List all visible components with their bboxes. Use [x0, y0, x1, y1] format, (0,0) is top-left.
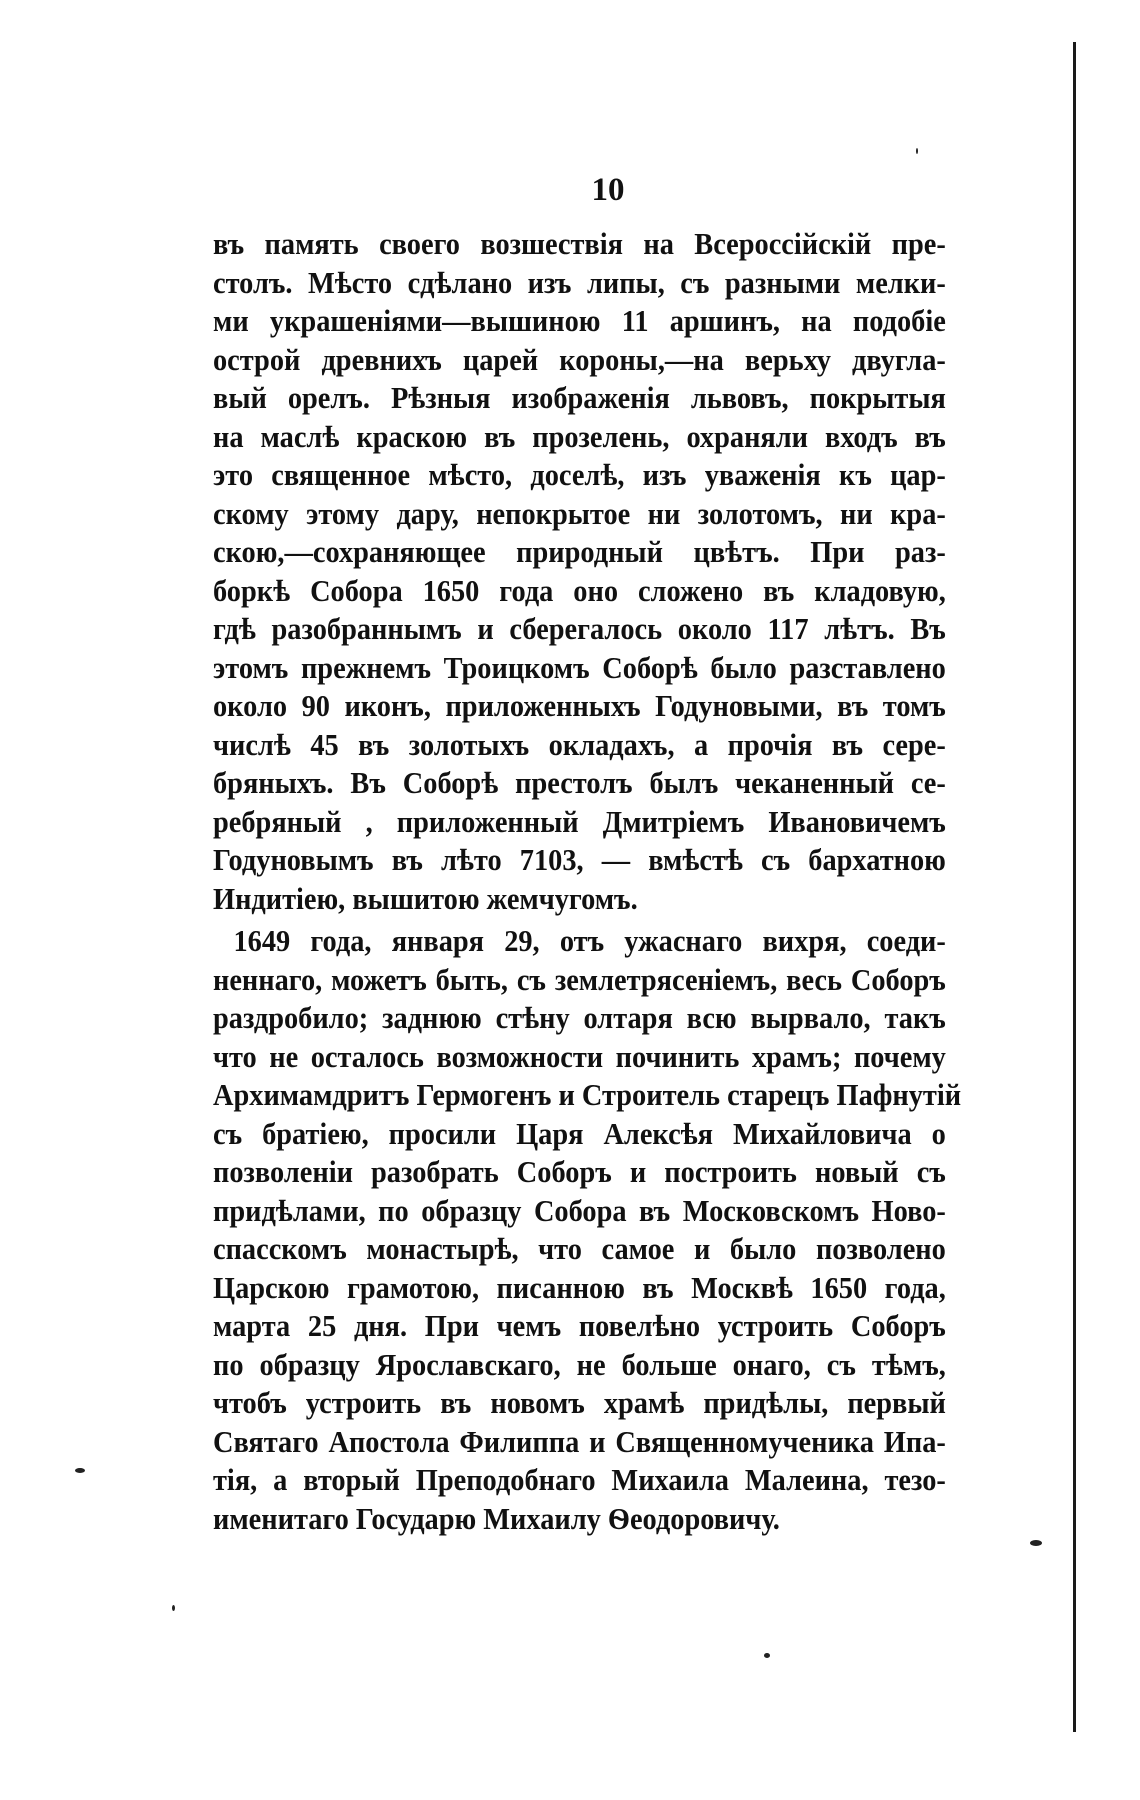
- text-line: придѣлами, по образцу Собора въ Московскомъ Ново-: [213, 1193, 946, 1228]
- paragraph-2: [213, 922, 962, 1538]
- text-line: въ память своего возшествія на Всероссійскій пре-: [213, 227, 946, 261]
- text-line: скою,—сохраняющее природный цвѣтъ. При раз-: [213, 535, 946, 569]
- text-line: что не осталось возможности починить храмъ; почему: [213, 1039, 946, 1074]
- text-line: тія, а вторый Преподобнаго Михаила Малеина, тезо-: [213, 1463, 946, 1497]
- ink-speck: [172, 1605, 175, 1611]
- text-line: бряныхъ. Въ Соборѣ престолъ былъ чеканенный се-: [213, 766, 946, 800]
- text-line: вый орелъ. Рѣзныя изображенія львовъ, покрытыя: [213, 381, 946, 415]
- body-text: [213, 225, 962, 1538]
- text-line: неннаго, можетъ быть, съ землетрясеніемъ, весь Соборъ: [213, 962, 946, 997]
- text-line: столъ. Мѣсто сдѣлано изъ липы, съ разными мелки-: [213, 265, 946, 300]
- text-line: раздробило; заднюю стѣну олтаря всю вырвало, такъ: [213, 1001, 946, 1035]
- text-line: позволеніи разобрать Соборъ и построить новый съ: [213, 1155, 946, 1189]
- text-line: 1649 года, января 29, отъ ужаснаго вихря, соеди-: [233, 924, 946, 958]
- text-line: ми украшеніями—вышиною 11 аршинъ, на подобіе: [213, 304, 946, 338]
- text-line: марта 25 дня. При чемъ повелѣно устроить Соборъ: [213, 1309, 946, 1343]
- text-line: Архимамдритъ Гермогенъ и Строитель старецъ Пафнутій: [213, 1078, 962, 1112]
- text-line: Царскою грамотою, писанною въ Москвѣ 1650 года,: [213, 1270, 946, 1305]
- text-line: острой древнихъ царей короны,—на верьху двугла-: [213, 342, 946, 377]
- ink-speck: [1030, 1540, 1042, 1546]
- text-line: боркѣ Собора 1650 года оно сложено въ кладовую,: [213, 573, 946, 608]
- page-number: 10: [591, 172, 625, 208]
- text-line: по образцу Ярославскаго, не больше онаго, съ тѣмъ,: [213, 1347, 946, 1382]
- text-line: гдѣ разобраннымъ и сберегалось около 117 лѣтъ. Въ: [213, 612, 946, 646]
- text-line: это священное мѣсто, доселѣ, изъ уваженія къ цар-: [213, 458, 946, 492]
- text-line: съ братіею, просили Царя Алексѣя Михайловича о: [213, 1116, 946, 1151]
- text-line: ребряный , приложенный Дмитріемъ Ивановичемъ: [213, 804, 946, 839]
- paragraph-1: [213, 225, 946, 918]
- text-line: Святаго Апостола Филиппа и Священномученика Ипа-: [213, 1424, 946, 1459]
- text-line: этомъ прежнемъ Троицкомъ Соборѣ было разставлено: [213, 650, 946, 685]
- text-line: Индитіею, вышитою жемчугомъ.: [213, 881, 638, 916]
- text-line: именитаго Государю Михаилу Ѳеодоровичу.: [213, 1501, 780, 1536]
- text-line: Годуновымъ въ лѣто 7103, — вмѣстѣ съ бархатною: [213, 843, 946, 877]
- text-line: около 90 иконъ, приложенныхъ Годуновыми, въ томъ: [213, 689, 946, 723]
- text-line: спасскомъ монастырѣ, что самое и было позволено: [213, 1232, 946, 1266]
- ink-speck: [916, 148, 918, 154]
- ink-speck: [75, 1468, 85, 1473]
- text-line: на маслѣ краскою въ прозелень, охраняли входъ въ: [213, 419, 946, 454]
- ink-speck: [764, 1653, 770, 1658]
- page-edge-line: [1073, 42, 1076, 1732]
- text-line: скому этому дару, непокрытое ни золотомъ, ни кра-: [213, 496, 946, 531]
- text-line: числѣ 45 въ золотыхъ окладахъ, а прочія въ сере-: [213, 727, 946, 762]
- text-line: чтобъ устроить въ новомъ храмѣ придѣлы, первый: [213, 1386, 946, 1420]
